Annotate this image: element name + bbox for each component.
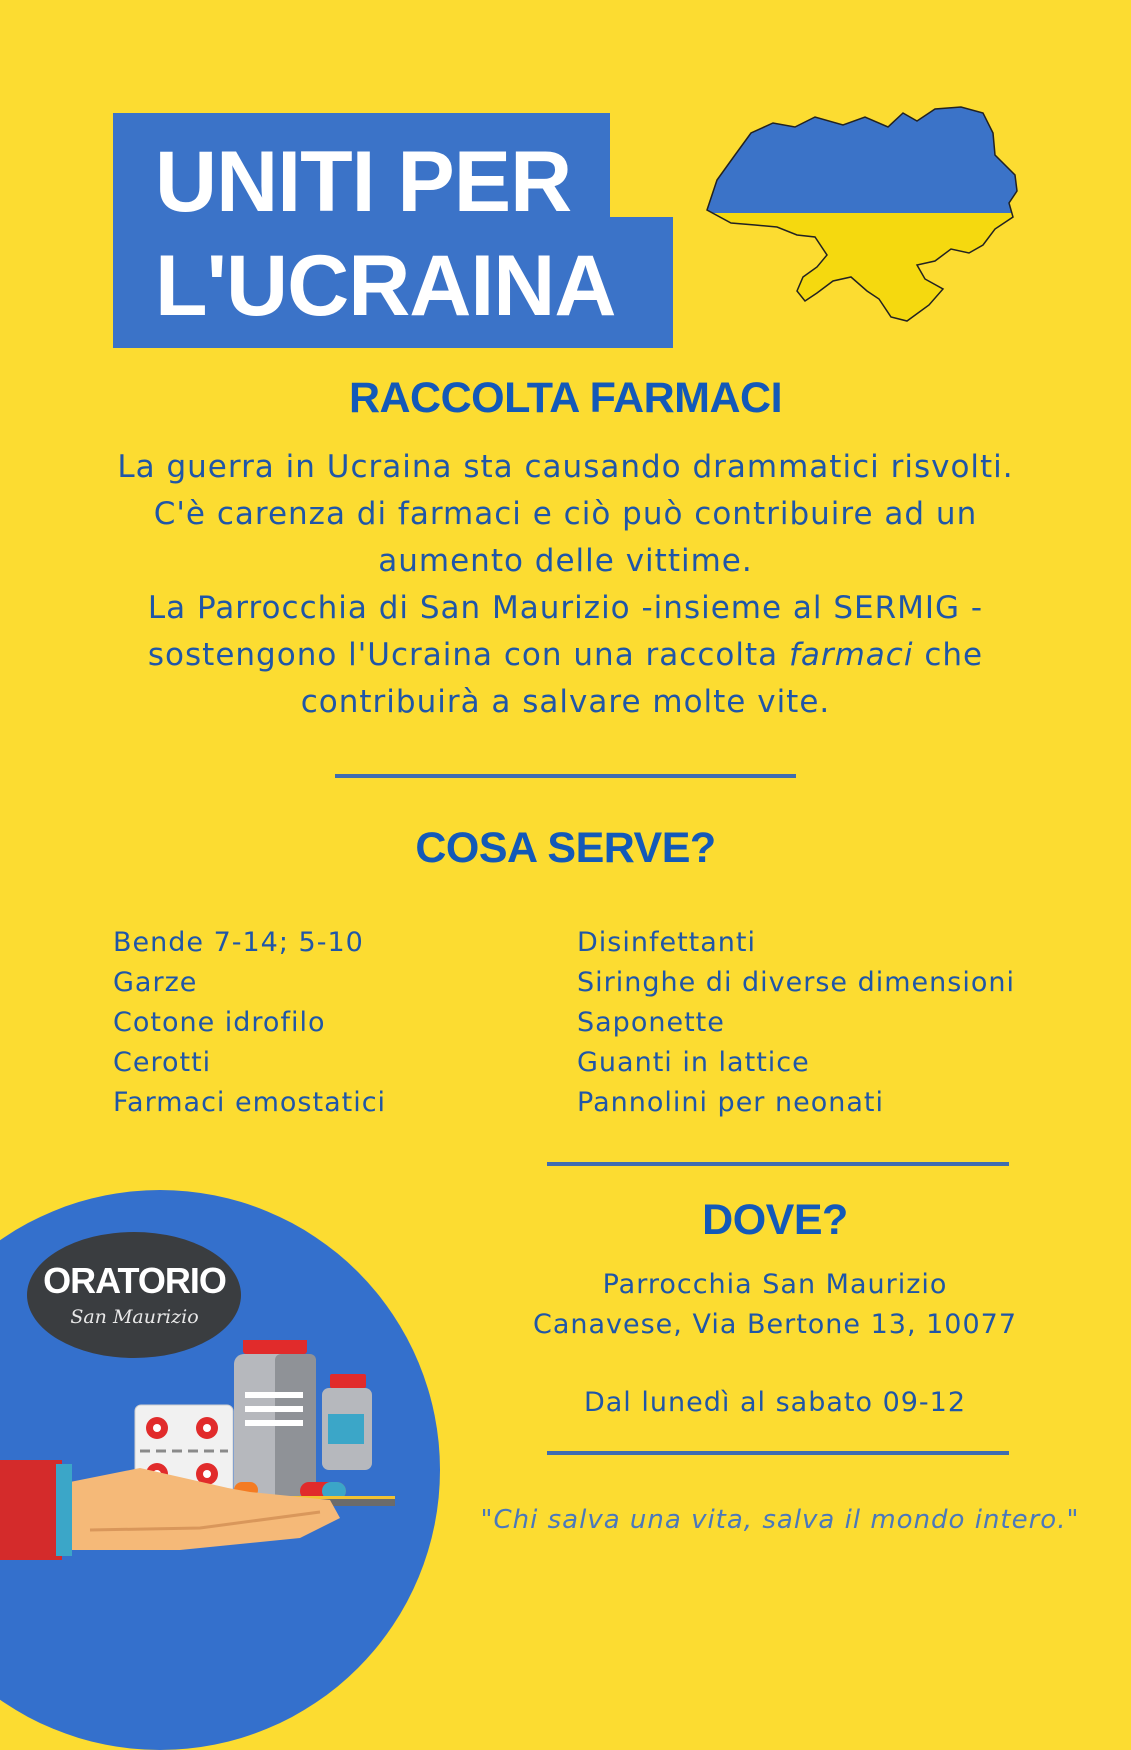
- divider: [547, 1162, 1009, 1166]
- logo-name: ORATORIO: [43, 1260, 226, 1301]
- oratorio-logo: [27, 1232, 242, 1358]
- divider: [335, 774, 796, 778]
- list-item: Guanti in lattice: [577, 1047, 810, 1078]
- needs-list-left: [113, 923, 386, 1123]
- intro-line: La Parrocchia di San Maurizio -insieme al SERMIG -: [147, 590, 984, 626]
- intro-text-part: che: [913, 637, 984, 673]
- intro-line: aumento delle vittime.: [378, 543, 753, 579]
- list-item: Disinfettanti: [577, 927, 757, 958]
- where-heading: DOVE?: [702, 1196, 848, 1244]
- list-item: Pannolini per neonati: [577, 1087, 884, 1118]
- address-line-2: Canavese, Via Bertone 13, 10077: [532, 1309, 1018, 1340]
- logo-subtitle: San Maurizio: [70, 1306, 199, 1328]
- list-item: Cotone idrofilo: [113, 1007, 326, 1038]
- intro-text-part: sostengono l'Ucraina con una raccolta: [147, 637, 789, 673]
- list-item: Farmaci emostatici: [113, 1087, 387, 1118]
- list-item: Siringhe di diverse dimensioni: [577, 967, 1015, 998]
- list-item: Saponette: [577, 1007, 725, 1038]
- intro-text: [60, 444, 1071, 726]
- subtitle: RACCOLTA FARMACI: [348, 374, 783, 422]
- divider: [547, 1451, 1009, 1455]
- list-item: Bende 7-14; 5-10: [113, 927, 364, 958]
- quote: "Chi salva una vita, salva il mondo intero.": [480, 1505, 1080, 1535]
- medicine-hand-icon: [0, 1340, 400, 1600]
- intro-line: C'è carenza di farmaci e ciò può contribuire ad un: [153, 496, 978, 532]
- opening-hours: Dal lunedì al sabato 09-12: [583, 1387, 967, 1418]
- needs-heading: COSA SERVE?: [415, 824, 716, 872]
- intro-line: [60, 632, 1071, 679]
- list-item: Cerotti: [113, 1047, 212, 1078]
- ukraine-map-icon: [703, 105, 1021, 325]
- intro-line: La guerra in Ucraina sta causando drammatici risvolti.: [117, 449, 1014, 485]
- intro-line: contribuirà a salvare molte vite.: [300, 684, 831, 720]
- address-line-1: Parrocchia San Maurizio: [602, 1269, 948, 1300]
- title-box: [113, 113, 673, 348]
- list-item: Garze: [113, 967, 198, 998]
- title-line-1: UNITI PER: [155, 134, 572, 230]
- title-line-2: L'UCRAINA: [155, 238, 616, 334]
- intro-emphasis: farmaci: [788, 637, 914, 673]
- needs-list-right: [577, 923, 1015, 1123]
